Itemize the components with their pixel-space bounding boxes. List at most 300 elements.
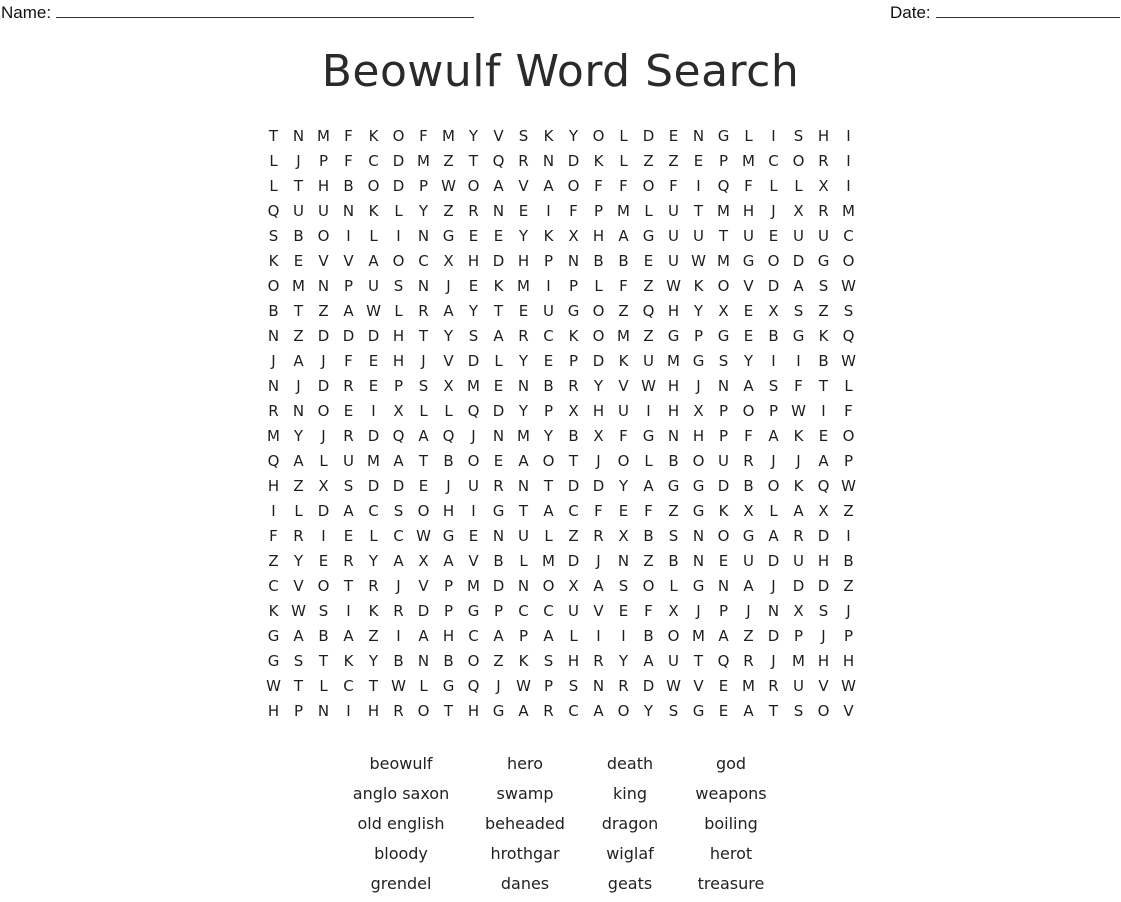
grid-cell: I	[346, 602, 351, 620]
grid-cell: J	[771, 577, 776, 595]
grid-cell: O	[567, 177, 580, 195]
grid-cell: M	[317, 127, 330, 145]
grid-cell: X	[693, 402, 704, 420]
grid-cell: N	[592, 677, 605, 695]
grid-cell: C	[368, 502, 379, 520]
grid-cell: O	[717, 277, 730, 295]
grid-cell: H	[442, 627, 455, 645]
grid-cell: N	[617, 552, 630, 570]
grid-cell: N	[292, 127, 305, 145]
grid-cell: D	[342, 327, 355, 345]
grid-cell: L	[394, 302, 403, 320]
grid-cell: S	[468, 327, 479, 345]
grid-cell: W	[841, 677, 856, 695]
grid-cell: J	[746, 602, 751, 620]
grid-row	[261, 274, 861, 299]
grid-cell: D	[317, 377, 330, 395]
grid-cell: N	[417, 652, 430, 670]
grid-cell: E	[768, 227, 779, 245]
grid-cell: P	[568, 352, 579, 370]
grid-cell: Q	[817, 477, 830, 495]
grid-cell: Y	[618, 477, 629, 495]
grid-cell: O	[842, 427, 855, 445]
grid-cell: H	[817, 652, 830, 670]
grid-cell: A	[543, 627, 554, 645]
grid-cell: S	[268, 227, 279, 245]
word-list-item: weapons	[695, 784, 767, 803]
grid-cell: B	[593, 252, 604, 270]
grid-cell: O	[717, 527, 730, 545]
grid-cell: M	[467, 577, 480, 595]
grid-cell: L	[669, 577, 678, 595]
grid-cell: H	[317, 177, 330, 195]
grid-cell: I	[846, 152, 851, 170]
grid-cell: V	[693, 677, 704, 695]
grid-cell: P	[518, 627, 529, 645]
grid-cell: F	[619, 427, 628, 445]
grid-cell: G	[567, 302, 580, 320]
grid-cell: D	[317, 327, 330, 345]
grid-cell: N	[342, 202, 355, 220]
grid-cell: U	[293, 202, 304, 220]
grid-cell: E	[368, 377, 379, 395]
grid-cell: E	[518, 202, 529, 220]
grid-cell: Z	[818, 302, 829, 320]
grid-cell: G	[642, 427, 655, 445]
grid-cell: B	[618, 252, 629, 270]
grid-cell: P	[768, 402, 779, 420]
grid-cell: K	[343, 652, 354, 670]
grid-cell: G	[692, 502, 705, 520]
grid-cell: Y	[468, 302, 479, 320]
grid-cell: E	[468, 527, 479, 545]
grid-cell: T	[293, 177, 304, 195]
grid-cell: Y	[643, 702, 654, 720]
grid-cell: S	[568, 677, 579, 695]
grid-cell: G	[717, 327, 730, 345]
grid-cell: X	[393, 402, 404, 420]
grid-cell: D	[367, 327, 380, 345]
grid-cell: M	[517, 427, 530, 445]
grid-cell: J	[296, 377, 301, 395]
grid-cell: O	[692, 452, 705, 470]
grid-cell: X	[443, 252, 454, 270]
grid-cell: B	[643, 627, 654, 645]
grid-cell: G	[692, 477, 705, 495]
grid-cell: U	[743, 227, 754, 245]
grid-cell: M	[692, 627, 705, 645]
grid-cell: R	[793, 527, 804, 545]
grid-cell: F	[644, 602, 653, 620]
grid-cell: A	[343, 502, 354, 520]
grid-cell: E	[293, 252, 304, 270]
grid-cell: P	[343, 277, 354, 295]
grid-cell: O	[667, 627, 680, 645]
grid-cell: Z	[618, 302, 629, 320]
grid-cell: A	[368, 252, 379, 270]
grid-cell: B	[393, 652, 404, 670]
grid-cell: E	[318, 552, 329, 570]
word-list-item: beowulf	[369, 754, 433, 773]
grid-cell: O	[592, 127, 605, 145]
grid-cell: R	[743, 452, 754, 470]
grid-row	[261, 699, 861, 724]
grid-cell: N	[692, 527, 705, 545]
grid-cell: S	[793, 302, 804, 320]
grid-cell: A	[593, 577, 604, 595]
grid-cell: A	[743, 377, 754, 395]
grid-cell: Z	[643, 152, 654, 170]
grid-cell: I	[346, 702, 351, 720]
grid-cell: F	[669, 177, 678, 195]
grid-cell: M	[717, 252, 730, 270]
grid-cell: B	[543, 377, 554, 395]
grid-cell: T	[293, 302, 304, 320]
grid-cell: X	[618, 527, 629, 545]
grid-cell: U	[793, 552, 804, 570]
grid-cell: Q	[492, 152, 505, 170]
grid-cell: E	[668, 127, 679, 145]
grid-cell: O	[542, 577, 555, 595]
grid-cell: E	[368, 352, 379, 370]
grid-cell: U	[518, 527, 529, 545]
grid-cell: A	[443, 552, 454, 570]
grid-cell: Y	[543, 427, 554, 445]
grid-cell: V	[443, 352, 454, 370]
grid-cell: I	[771, 127, 776, 145]
grid-cell: O	[642, 577, 655, 595]
grid-cell: G	[442, 677, 455, 695]
grid-cell: A	[618, 227, 629, 245]
grid-cell: N	[692, 127, 705, 145]
grid-cell: J	[696, 602, 701, 620]
grid-cell: X	[418, 552, 429, 570]
grid-cell: U	[618, 402, 629, 420]
grid-cell: B	[818, 352, 829, 370]
grid-cell: H	[467, 252, 480, 270]
grid-cell: R	[343, 377, 354, 395]
grid-cell: O	[542, 452, 555, 470]
grid-cell: P	[293, 702, 304, 720]
grid-cell: O	[592, 327, 605, 345]
grid-cell: I	[621, 627, 626, 645]
grid-cell: J	[596, 552, 601, 570]
grid-cell: G	[442, 227, 455, 245]
grid-cell: B	[643, 527, 654, 545]
grid-cell: Q	[717, 652, 730, 670]
grid-cell: X	[818, 177, 829, 195]
grid-cell: W	[691, 252, 706, 270]
grid-cell: Z	[743, 627, 754, 645]
grid-cell: N	[492, 527, 505, 545]
grid-cell: E	[618, 502, 629, 520]
grid-cell: K	[593, 152, 604, 170]
grid-cell: N	[667, 427, 680, 445]
grid-cell: R	[518, 327, 529, 345]
grid-cell: N	[767, 602, 780, 620]
grid-cell: I	[796, 352, 801, 370]
grid-cell: P	[693, 327, 704, 345]
grid-cell: G	[642, 227, 655, 245]
grid-cell: U	[718, 452, 729, 470]
grid-cell: J	[771, 202, 776, 220]
grid-cell: Q	[467, 677, 480, 695]
grid-cell: D	[792, 577, 805, 595]
grid-cell: J	[471, 427, 476, 445]
grid-cell: D	[567, 152, 580, 170]
grid-cell: U	[793, 227, 804, 245]
grid-cell: R	[293, 527, 304, 545]
grid-cell: X	[793, 602, 804, 620]
grid-cell: E	[518, 302, 529, 320]
grid-cell: P	[718, 427, 729, 445]
grid-cell: N	[517, 577, 530, 595]
grid-cell: H	[592, 227, 605, 245]
grid-cell: I	[821, 402, 826, 420]
grid-cell: Y	[368, 652, 379, 670]
grid-cell: F	[419, 127, 428, 145]
grid-cell: N	[542, 152, 555, 170]
grid-cell: G	[667, 477, 680, 495]
grid-cell: Z	[293, 477, 304, 495]
date-field	[890, 3, 1120, 23]
word-list-item: danes	[500, 874, 550, 893]
grid-cell: K	[518, 652, 529, 670]
grid-cell: C	[368, 152, 379, 170]
word-list	[340, 752, 780, 902]
grid-cell: P	[393, 377, 404, 395]
grid-cell: L	[419, 402, 428, 420]
date-line	[936, 3, 1120, 18]
grid-cell: N	[567, 252, 580, 270]
grid-cell: Z	[293, 327, 304, 345]
grid-cell: Y	[293, 552, 304, 570]
word-list-item: wiglaf	[606, 844, 654, 863]
grid-cell: L	[569, 627, 578, 645]
grid-cell: H	[817, 552, 830, 570]
grid-cell: W	[641, 377, 656, 395]
grid-cell: J	[446, 477, 451, 495]
grid-cell: T	[368, 677, 379, 695]
grid-cell: Z	[643, 552, 654, 570]
grid-cell: A	[768, 527, 779, 545]
grid-cell: K	[818, 327, 829, 345]
grid-cell: D	[367, 477, 380, 495]
grid-cell: R	[543, 702, 554, 720]
grid-cell: F	[844, 402, 853, 420]
grid-cell: I	[546, 277, 551, 295]
grid-cell: F	[344, 152, 353, 170]
grid-cell: C	[393, 527, 404, 545]
grid-cell: S	[718, 352, 729, 370]
grid-cell: P	[543, 677, 554, 695]
grid-cell: Q	[642, 302, 655, 320]
grid-cell: L	[769, 502, 778, 520]
grid-cell: L	[744, 127, 753, 145]
grid-cell: E	[418, 477, 429, 495]
grid-cell: I	[846, 177, 851, 195]
grid-cell: B	[443, 452, 454, 470]
grid-cell: F	[594, 177, 603, 195]
grid-cell: D	[642, 677, 655, 695]
grid-cell: W	[391, 677, 406, 695]
grid-cell: F	[269, 527, 278, 545]
grid-cell: M	[517, 277, 530, 295]
grid-cell: U	[668, 252, 679, 270]
grid-cell: P	[593, 202, 604, 220]
grid-cell: E	[718, 702, 729, 720]
grid-cell: J	[296, 152, 301, 170]
grid-row	[261, 324, 861, 349]
word-list-item: herot	[709, 844, 753, 863]
grid-cell: F	[619, 277, 628, 295]
grid-cell: Z	[268, 552, 279, 570]
grid-cell: A	[393, 452, 404, 470]
grid-cell: U	[343, 452, 354, 470]
grid-cell: J	[396, 577, 401, 595]
grid-cell: R	[468, 202, 479, 220]
grid-cell: E	[543, 352, 554, 370]
grid-cell: X	[718, 302, 729, 320]
grid-cell: G	[692, 352, 705, 370]
grid-cell: S	[393, 277, 404, 295]
grid-cell: L	[294, 502, 303, 520]
grid-cell: K	[493, 277, 504, 295]
grid-cell: K	[618, 352, 629, 370]
grid-cell: Y	[418, 202, 429, 220]
grid-cell: A	[293, 452, 304, 470]
grid-cell: B	[568, 427, 579, 445]
grid-row	[261, 674, 861, 699]
grid-cell: J	[771, 452, 776, 470]
grid-cell: A	[643, 652, 654, 670]
grid-cell: F	[644, 502, 653, 520]
grid-cell: B	[443, 652, 454, 670]
grid-cell: I	[596, 627, 601, 645]
grid-cell: L	[369, 227, 378, 245]
grid-cell: U	[818, 227, 829, 245]
grid-cell: M	[792, 652, 805, 670]
grid-cell: J	[821, 627, 826, 645]
grid-cell: H	[392, 352, 405, 370]
grid-cell: S	[818, 277, 829, 295]
grid-cell: H	[817, 127, 830, 145]
grid-cell: U	[643, 352, 654, 370]
grid-cell: B	[268, 302, 279, 320]
grid-cell: P	[543, 402, 554, 420]
grid-cell: G	[267, 652, 280, 670]
grid-cell: T	[693, 652, 704, 670]
grid-cell: R	[393, 602, 404, 620]
grid-cell: D	[592, 352, 605, 370]
grid-cell: X	[593, 427, 604, 445]
grid-cell: L	[444, 402, 453, 420]
grid-cell: P	[318, 152, 329, 170]
grid-cell: W	[366, 302, 381, 320]
grid-cell: E	[743, 327, 754, 345]
grid-cell: D	[567, 552, 580, 570]
date-label: Date:	[890, 3, 931, 22]
grid-cell: X	[568, 577, 579, 595]
grid-cell: G	[667, 327, 680, 345]
grid-cell: U	[668, 652, 679, 670]
grid-cell: O	[617, 702, 630, 720]
grid-cell: L	[369, 527, 378, 545]
grid-cell: F	[744, 177, 753, 195]
grid-cell: X	[443, 377, 454, 395]
grid-cell: T	[718, 227, 729, 245]
grid-cell: Y	[293, 427, 304, 445]
grid-cell: P	[493, 602, 504, 620]
grid-row	[261, 599, 861, 624]
grid-cell: U	[668, 202, 679, 220]
grid-cell: W	[841, 277, 856, 295]
grid-cell: H	[667, 402, 680, 420]
grid-cell: S	[318, 602, 329, 620]
grid-cell: M	[442, 127, 455, 145]
grid-cell: O	[617, 452, 630, 470]
grid-cell: T	[343, 577, 354, 595]
grid-cell: F	[619, 177, 628, 195]
grid-cell: R	[368, 577, 379, 595]
word-list-item: bloody	[374, 844, 428, 863]
grid-cell: K	[368, 127, 379, 145]
grid-cell: I	[396, 227, 401, 245]
grid-cell: H	[567, 652, 580, 670]
grid-cell: B	[293, 227, 304, 245]
word-list-item: anglo saxon	[352, 784, 450, 803]
grid-cell: D	[767, 627, 780, 645]
grid-cell: O	[767, 252, 780, 270]
grid-row	[261, 224, 861, 249]
grid-row	[261, 549, 861, 574]
grid-cell: M	[717, 202, 730, 220]
grid-cell: K	[268, 602, 279, 620]
grid-cell: W	[791, 402, 806, 420]
word-list-item: grendel	[370, 874, 432, 893]
grid-cell: B	[318, 627, 329, 645]
grid-cell: O	[767, 477, 780, 495]
grid-row	[261, 174, 861, 199]
grid-cell: B	[768, 327, 779, 345]
grid-cell: G	[792, 327, 805, 345]
grid-cell: R	[743, 652, 754, 670]
grid-cell: N	[317, 277, 330, 295]
grid-cell: N	[717, 577, 730, 595]
grid-cell: W	[666, 277, 681, 295]
grid-cell: Y	[593, 377, 604, 395]
grid-cell: A	[443, 302, 454, 320]
grid-cell: H	[467, 702, 480, 720]
grid-cell: A	[393, 552, 404, 570]
grid-cell: F	[794, 377, 803, 395]
grid-cell: C	[843, 227, 854, 245]
grid-cell: M	[617, 202, 630, 220]
grid-cell: M	[742, 677, 755, 695]
grid-cell: V	[293, 577, 304, 595]
grid-cell: O	[367, 177, 380, 195]
grid-cell: G	[267, 627, 280, 645]
grid-cell: R	[393, 702, 404, 720]
grid-cell: R	[418, 302, 429, 320]
grid-cell: I	[771, 352, 776, 370]
grid-cell: A	[743, 702, 754, 720]
grid-cell: X	[668, 602, 679, 620]
grid-cell: E	[818, 427, 829, 445]
grid-cell: X	[793, 202, 804, 220]
grid-row	[261, 374, 861, 399]
grid-cell: Y	[443, 327, 454, 345]
